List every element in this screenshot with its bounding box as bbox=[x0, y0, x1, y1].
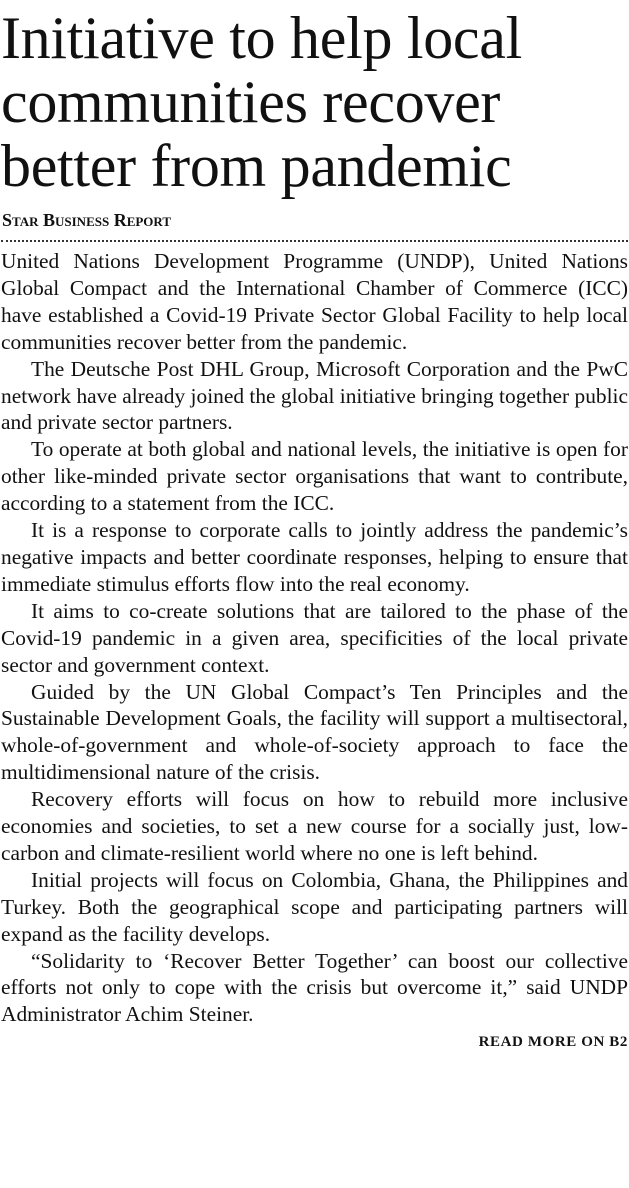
paragraph: Guided by the UN Global Compact’s Ten Principles and the Sustainable Development Goals, the facility will support a multisectoral, whole-of-government and whole-of-society approach to face the multidimensional nature of the crisis. bbox=[1, 679, 628, 785]
read-more-jump-line: READ MORE ON B2 bbox=[478, 1034, 628, 1051]
article-headline: Initiative to help local communities recover better from pandemic bbox=[1, 5, 522, 199]
paragraph: Recovery efforts will focus on how to rebuild more inclusive economies and societies, to set a new course for a socially just, low-carbon and climate-resilient world where no one is left behind. bbox=[1, 787, 628, 865]
article-body bbox=[1, 248, 628, 1028]
paragraph: To operate at both global and national levels, the initiative is open for other like-minded private sector organisations that want to contribute, according to a statement from the ICC. bbox=[1, 437, 628, 516]
paragraph: It is a response to corporate calls to jointly address the pandemic’s negative impacts and better coordinate responses, helping to ensure that immediate stimulus efforts flow into the real economy. bbox=[1, 518, 628, 596]
paragraph: “Solidarity to ‘Recover Better Together’ can boost our collective efforts not only to cope with the crisis but overcome it,” said UNDP Administrator Achim Steiner. bbox=[1, 948, 628, 1027]
paragraph: The Deutsche Post DHL Group, Microsoft Corporation and the PwC network have already joined the global initiative bringing together public and private sector partners. bbox=[1, 356, 628, 435]
paragraph: It aims to co-create solutions that are tailored to the phase of the Covid-19 pandemic in a given area, specificities of the local private sector and government context. bbox=[1, 598, 628, 677]
paragraph: United Nations Development Programme (UNDP), United Nations Global Compact and the International Chamber of Commerce (ICC) have established a Covid-19 Private Sector Global Facility to help local communities recover better from the pandemic. bbox=[1, 249, 628, 354]
paragraph: Initial projects will focus on Colombia, Ghana, the Philippines and Turkey. Both the geographical scope and participating partners will expand as the facility develops. bbox=[1, 867, 628, 946]
article-byline: Star Business Report bbox=[2, 210, 172, 230]
dotted-divider bbox=[1, 240, 628, 242]
